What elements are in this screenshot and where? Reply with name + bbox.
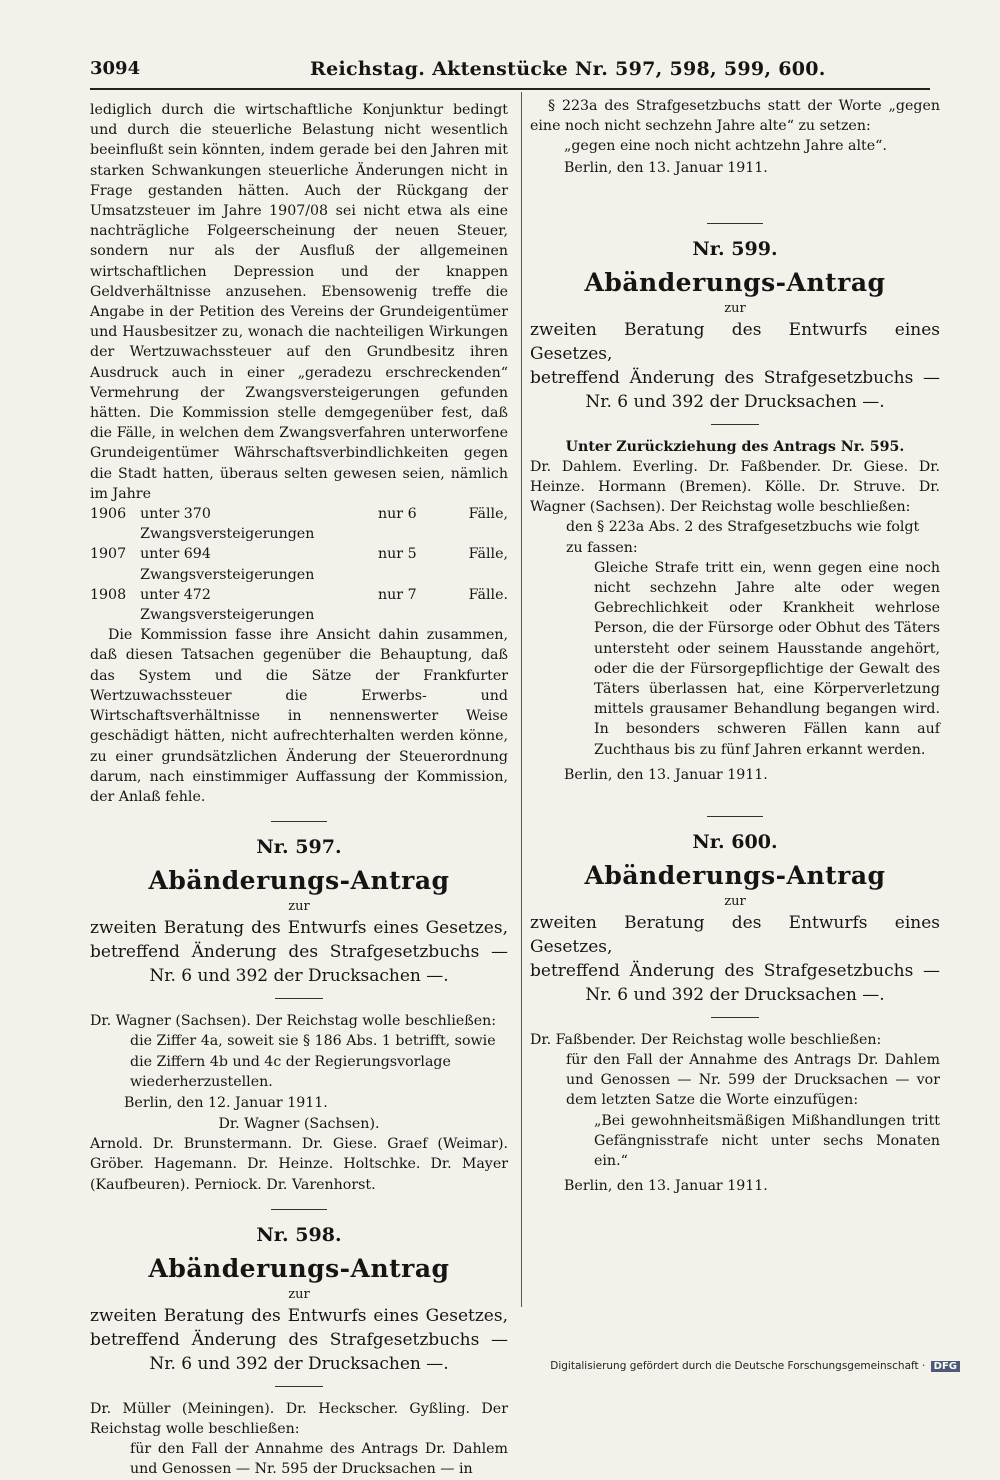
- mover-line: Dr. Faßbender. Der Reichstag wolle beschließen:: [530, 1031, 882, 1048]
- right-column: [530, 96, 940, 1197]
- subtitle-rule: [711, 424, 759, 425]
- motion-text: Gleiche Strafe tritt ein, wenn gegen eine noch nicht sechzehn Jahre alte oder wegen Gebrechlichkeit oder Krankheit wehrlose Person, die der Fürsorge oder Obhut des Täters untersteht oder seinem Hausstande angehört, oder die der Fürsorgepflichtige der Gewalt des Täters überlassen hat, eine Körperverletzung mittels grausamer Behandlung begangen wird. In besonders schweren Fällen kann auf Zuchthaus bis zu fünf Jahren erkannt werden.: [594, 559, 940, 758]
- mover-line: Dr. Müller (Meiningen). Dr. Heckscher. Gyßling. Der Reichstag wolle beschließen:: [90, 1400, 508, 1437]
- section-zur: zur: [724, 300, 746, 316]
- date-line: Berlin, den 13. Januar 1911.: [564, 766, 768, 783]
- date-line: Berlin, den 12. Januar 1911.: [124, 1094, 328, 1111]
- section-heading: Abänderungs-Antrag: [148, 1253, 450, 1283]
- dfg-logo: DFG: [931, 1361, 960, 1372]
- section-zur: zur: [724, 893, 746, 909]
- running-title: Reichstag. Aktenstücke Nr. 597, 598, 599, 600.: [310, 58, 826, 80]
- column-divider: [521, 92, 522, 1307]
- section-divider: [707, 816, 763, 817]
- stats-row: 1908 unter 472 Zwangsversteigerungen nur 7 Fälle.: [90, 586, 508, 624]
- motion-body: für den Fall der Annahme des Antrags Dr. Dahlem und Genossen — Nr. 599 der Drucksachen — vor dem letzten Satze die Worte einzufügen:: [566, 1052, 940, 1109]
- stats-row: 1907 unter 694 Zwangsversteigerungen nur 5 Fälle,: [90, 546, 508, 583]
- section-subtitle: zweiten Beratung des Entwurfs eines Gesetzes, betreffend Änderung des Strafgesetzbuchs — Nr. 6 und 392 der Drucksachen —.: [90, 918, 508, 987]
- section-divider: [271, 1209, 327, 1210]
- stats-row: 1906 unter 370 Zwangsversteigerungen nur 6 Fälle,: [90, 506, 508, 543]
- movers-line: Dr. Dahlem. Everling. Dr. Faßbender. Dr. Giese. Dr. Heinze. Hormann (Bremen). Kölle. Dr. Struve. Dr. Wagner (Sachsen). Der Reichstag wolle beschließen:: [530, 458, 940, 516]
- section-nr-597: [90, 836, 508, 1195]
- date-line: Berlin, den 13. Januar 1911.: [564, 1178, 768, 1195]
- section-heading: Abänderungs-Antrag: [148, 866, 450, 896]
- subtitle-rule: [275, 1386, 323, 1387]
- continuation-paragraph: lediglich durch die wirtschaftliche Konjunktur bedingt und durch die steuerliche Belastung nicht wesentlich beeinflußt sein könnten, indem gerade bei den Jahren mit starken Schwankungen steuerliche Änderungen nicht in Frage gestanden hätten. Auch der Rückgang der Umsatzsteuer im Jahre 1907/08 sei nicht etwa als eine nachträgliche Folgeerscheinung der neuen Steuer, sondern nur als der Ausfluß der allgemeinen wirtschaftlichen Depression und der knappen Geldverhältnisse anzusehen. Ebensowenig treffe die Angabe in der Petition des Vereins der Grundeigentümer und Hausbesitzer zu, wonach die nachteiligen Wirkungen der Wertzuwachssteuer auf den Grundbesitz ihren Ausdruck auch in einer „geradezu erschreckenden“ Vermehrung der Zwangsversteigerungen gefunden hätten. Die Kommission stelle demgegenüber fest, daß die Fälle, in welchen dem Zwangsverfahren unterworfene Grundeigentümer Währschaftsverbindlichkeiten gegen die Stadt hatten, überaus selten gewesen seien, nämlich im Jahre: [90, 102, 508, 502]
- signature-main: Dr. Wagner (Sachsen).: [218, 1115, 380, 1132]
- section-number: Nr. 600.: [692, 830, 778, 853]
- page-header: [90, 58, 930, 86]
- section-zur: zur: [288, 899, 310, 915]
- withdrawal-note: Unter Zurückziehung des Antrags Nr. 595.: [565, 438, 905, 455]
- date-line: Berlin, den 13. Januar 1911.: [564, 159, 768, 176]
- section-nr-600: [530, 831, 940, 1197]
- continuation-quote: „gegen eine noch nicht achtzehn Jahre alte“.: [564, 138, 887, 155]
- motion-body: die Ziffer 4a, soweit sie § 186 Abs. 1 betrifft, sowie die Ziffern 4b und 4c der Regierungsvorlage wiederherzustellen.: [130, 1033, 496, 1090]
- section-number: Nr. 597.: [256, 836, 342, 859]
- page-number: 3094: [90, 58, 141, 79]
- section-divider: [707, 223, 763, 224]
- section-heading: Abänderungs-Antrag: [584, 267, 886, 297]
- subtitle-rule: [275, 998, 323, 999]
- mover-line: Dr. Wagner (Sachsen). Der Reichstag wolle beschließen:: [90, 1013, 497, 1030]
- section-number: Nr. 599.: [692, 237, 778, 260]
- section-heading: Abänderungs-Antrag: [584, 860, 886, 890]
- section-subtitle: zweiten Beratung des Entwurfs eines Gesetzes, betreffend Änderung des Strafgesetzbuchs — Nr. 6 und 392 der Drucksachen —.: [90, 1305, 508, 1374]
- subtitle-rule: [711, 1017, 759, 1018]
- section-subtitle: zweiten Beratung des Entwurfs eines Gesetzes, betreffend Änderung des Strafgesetzbuchs — Nr. 6 und 392 der Drucksachen —.: [530, 319, 940, 412]
- section-zur: zur: [288, 1286, 310, 1302]
- section-nr-598: [90, 1224, 508, 1480]
- left-column: [90, 100, 508, 1480]
- section-number: Nr. 598.: [256, 1223, 342, 1246]
- motion-quote: „Bei gewohnheitsmäßigen Mißhandlungen tritt Gefängnisstrafe nicht unter sechs Monaten ein.“: [594, 1112, 940, 1170]
- motion-instruction: den § 223a Abs. 2 des Strafgesetzbuchs wie folgt zu fassen:: [566, 519, 920, 556]
- section-subtitle: zweiten Beratung des Entwurfs eines Gesetzes, betreffend Änderung des Strafgesetzbuchs — Nr. 6 und 392 der Drucksachen —.: [530, 912, 940, 1005]
- digitization-footer: [550, 1360, 960, 1372]
- motion-body: für den Fall der Annahme des Antrags Dr. Dahlem und Genossen — Nr. 595 der Drucksachen — in: [130, 1441, 508, 1478]
- continuation-paragraph: § 223a des Strafgesetzbuchs statt der Worte „gegen eine noch nicht sechzehn Jahre alte“ zu setzen:: [530, 98, 940, 135]
- footer-text: Digitalisierung gefördert durch die Deutsche Forschungsgemeinschaft ·: [550, 1360, 926, 1372]
- section-nr-599: [530, 238, 940, 786]
- conclusion-paragraph: Die Kommission fasse ihre Ansicht dahin zusammen, daß diesen Tatsachen gegenüber die Behauptung, daß das System und die Sätze der Frankfurter Wertzuwachssteuer die Erwerbs- und Wirtschaftsverhältnisse in nennenswerter Weise geschädigt hätten, nicht aufrechterhalten werden könne, zu einer grundsätzlichen Änderung der Steuerordnung darum, nach einstimmiger Auffassung der Kommission, der Anlaß fehle.: [90, 627, 508, 805]
- stats-table: [90, 504, 508, 625]
- signature-list: Arnold. Dr. Brunstermann. Dr. Giese. Graef (Weimar). Gröber. Hagemann. Dr. Heinze. Holtschke. Dr. Mayer (Kaufbeuren). Perniock. Dr. Varenhorst.: [90, 1136, 508, 1193]
- section-divider: [271, 821, 327, 822]
- header-rule: [90, 88, 930, 90]
